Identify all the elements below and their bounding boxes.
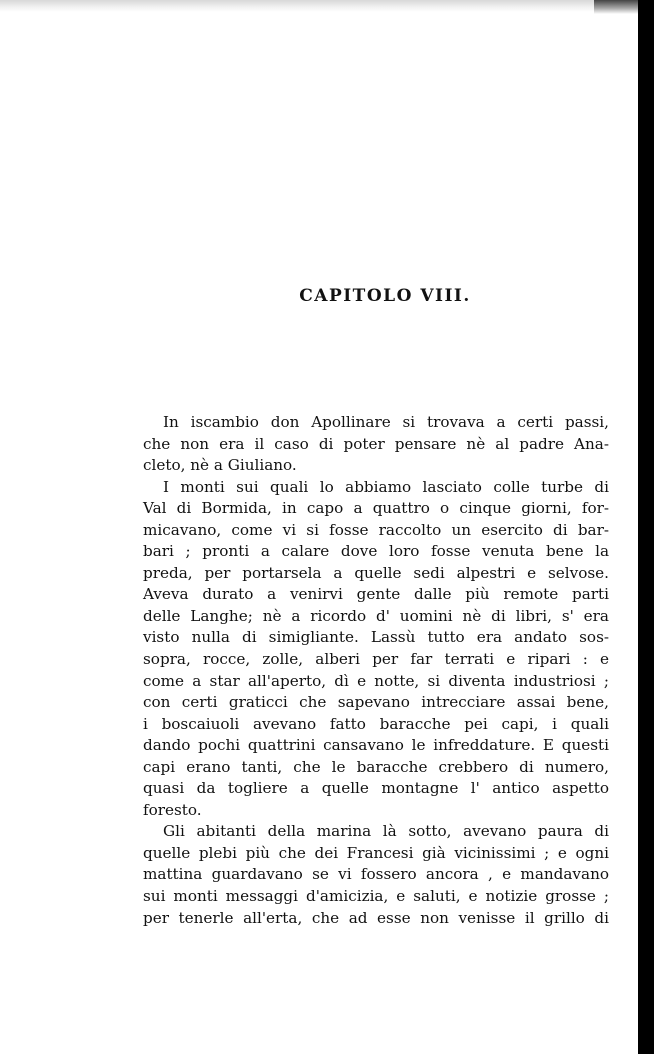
text-line: Aveva durato a venirvi gente dalle più remote parti bbox=[143, 585, 609, 604]
text-line: come a star all'aperto, dì e notte, si diventa industriosi ; bbox=[143, 671, 609, 690]
text-line: visto nulla di simigliante. Lassù tutto era andato sos- bbox=[143, 628, 609, 647]
text-line: Gli abitanti della marina là sotto, avevano paura di bbox=[163, 822, 609, 841]
text-line: micavano, come vi si fosse raccolto un esercito di bar- bbox=[143, 520, 609, 539]
text-line: sopra, rocce, zolle, alberi per far terrati e ripari : e bbox=[143, 650, 609, 669]
text-line: foresto. bbox=[143, 800, 202, 819]
text-line: In iscambio don Apollinare si trovava a certi passi, bbox=[163, 413, 609, 431]
text-line: bari ; pronti a calare dove loro fosse venuta bene la bbox=[143, 542, 609, 561]
text-line: quelle plebi più che dei Francesi già vicinissimi ; e ogni bbox=[143, 843, 609, 862]
scan-right-edge bbox=[638, 0, 654, 1054]
text-line: preda, per portarsela a quelle sedi alpestri e selvose. bbox=[143, 563, 609, 582]
text-line: per tenerle all'erta, che ad esse non venisse il grillo di bbox=[143, 908, 609, 927]
text-line: cleto, nè a Giuliano. bbox=[143, 456, 297, 475]
text-line: che non era il caso di poter pensare nè al padre Ana- bbox=[143, 434, 609, 453]
text-line: i boscaiuoli avevano fatto baracche pei capi, i quali bbox=[143, 714, 609, 733]
chapter-title: CAPITOLO VIII. bbox=[299, 286, 471, 306]
text-line: delle Langhe; nè a ricordo d' uomini nè di libri, s' era bbox=[143, 606, 609, 625]
text-line: con certi graticci che sapevano intrecciare assai bene, bbox=[143, 693, 609, 712]
text-line: sui monti messaggi d'amicizia, e saluti, e notizie grosse ; bbox=[143, 887, 609, 906]
text-line: Val di Bormida, in capo a quattro o cinque giorni, for- bbox=[143, 499, 609, 518]
text-line: quasi da togliere a quelle montagne l' antico aspetto bbox=[143, 779, 609, 798]
body-text bbox=[143, 412, 609, 929]
text-line: mattina guardavano se vi fossero ancora , e mandavano bbox=[143, 865, 609, 884]
scan-top-edge bbox=[0, 0, 654, 12]
text-line: dando pochi quattrini cansavano le infreddature. E questi bbox=[143, 736, 609, 755]
text-line: capi erano tanti, che le baracche crebbero di numero, bbox=[143, 757, 609, 776]
text-line: I monti sui quali lo abbiamo lasciato colle turbe di bbox=[163, 477, 609, 496]
